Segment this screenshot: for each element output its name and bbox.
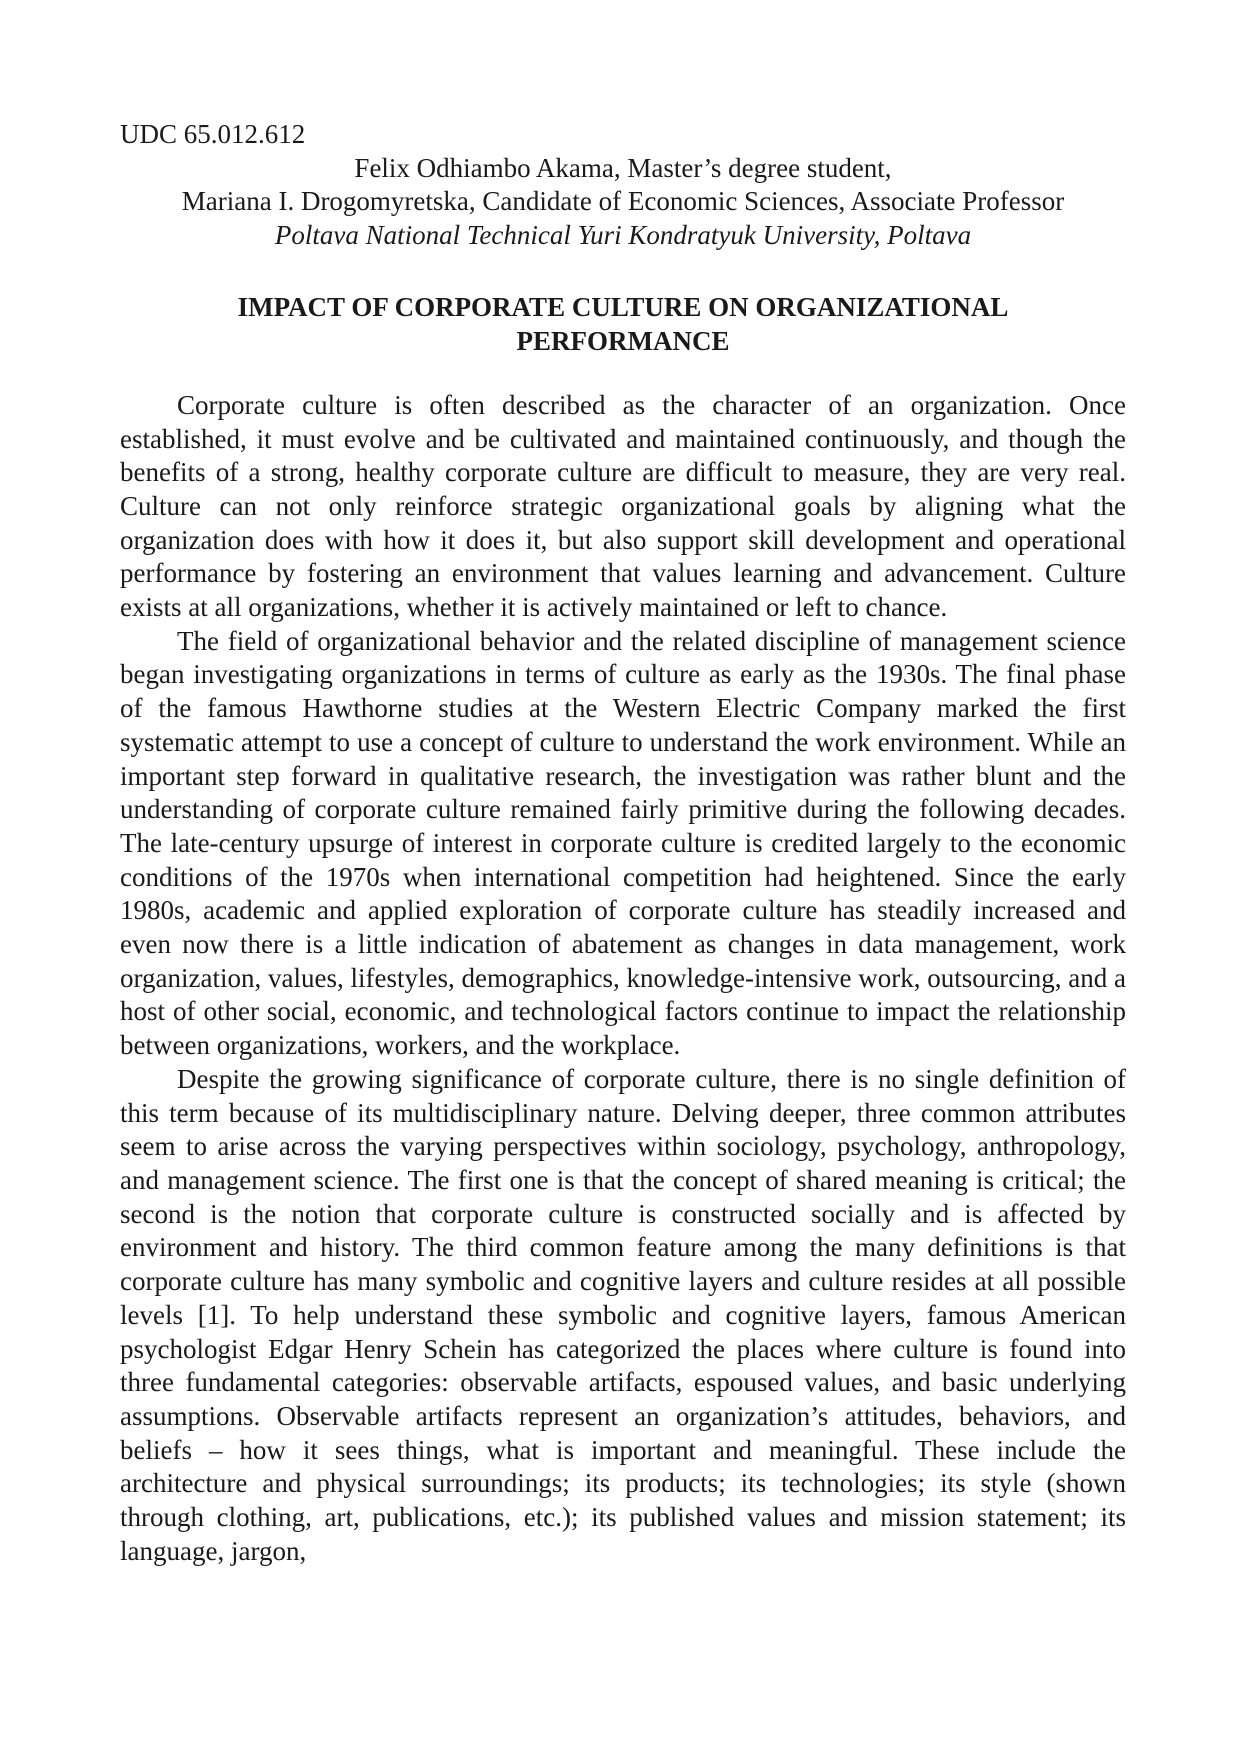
paragraph-3: Despite the growing significance of corporate culture, there is no single definition of this term because of its multidisciplinary nature. Delving deeper, three common attributes seem to arise across the varying perspectives within sociology, psychology, anthropology, and management science. The first one is that the concept of shared meaning is critical; the second is the notion that corporate culture is constructed socially and is affected by environment and history. The third common feature among the many definitions is that corporate culture has many symbolic and cognitive layers and culture resides at all possible levels [1]. To help understand these symbolic and cognitive layers, famous American psychologist Edgar Henry Schein has categorized the places where culture is found into three fundamental categories: observable artifacts, espoused values, and basic underlying assumptions. Observable artifacts represent an organization’s attitudes, behaviors, and beliefs – how it sees things, what is important and meaningful. These include the architecture and physical surroundings; its products; its technologies; its style (shown through clothing, art, publications, etc.); its published values and mission statement; its language, jargon, — [120, 1063, 1126, 1566]
author-line-1: Felix Odhiambo Akama, Master’s degree student, — [354, 152, 892, 183]
udc-code: UDC 65.012.612 — [120, 119, 306, 149]
author-line-2: Mariana I. Drogomyretska, Candidate of Economic Sciences, Associate Professor — [181, 186, 1065, 217]
affiliation: Poltava National Technical Yuri Kondratyuk University, Poltava — [274, 220, 972, 251]
document-page — [120, 118, 1126, 1568]
article-title-line-2: PERFORMANCE — [516, 325, 730, 356]
paragraph-1: Corporate culture is often described as the character of an organization. Once established, it must evolve and be cultivated and maintained continuously, and though the benefits of a strong, healthy corporate culture are difficult to measure, they are very real. Culture can not only reinforce strategic organizational goals by aligning what the organization does with how it does it, but also support skill development and operational performance by fostering an environment that values learning and advancement. Culture exists at all organizations, whether it is actively maintained or left to chance. — [120, 389, 1126, 623]
article-title-line-1: IMPACT OF CORPORATE CULTURE ON ORGANIZATIONAL — [237, 291, 1009, 322]
article-title — [120, 290, 1126, 358]
article-body — [120, 389, 1126, 1569]
paragraph-2: The field of organizational behavior and the related discipline of management science began investigating organizations in terms of culture as early as the 1930s. The final phase of the famous Hawthorne studies at the Western Electric Company marked the first systematic attempt to use a concept of culture to understand the work environment. While an important step forward in qualitative research, the investigation was rather blunt and the understanding of corporate culture remained fairly primitive during the following decades. The late-century upsurge of interest in corporate culture is credited largely to the economic conditions of the 1970s when international competition had heightened. Since the early 1980s, academic and applied exploration of corporate culture has steadily increased and even now there is a little indication of abatement as changes in data management, work organization, values, lifestyles, demographics, knowledge-intensive work, outsourcing, and a host of other social, economic, and technological factors continue to impact the relationship between organizations, workers, and the workplace. — [120, 625, 1126, 1061]
